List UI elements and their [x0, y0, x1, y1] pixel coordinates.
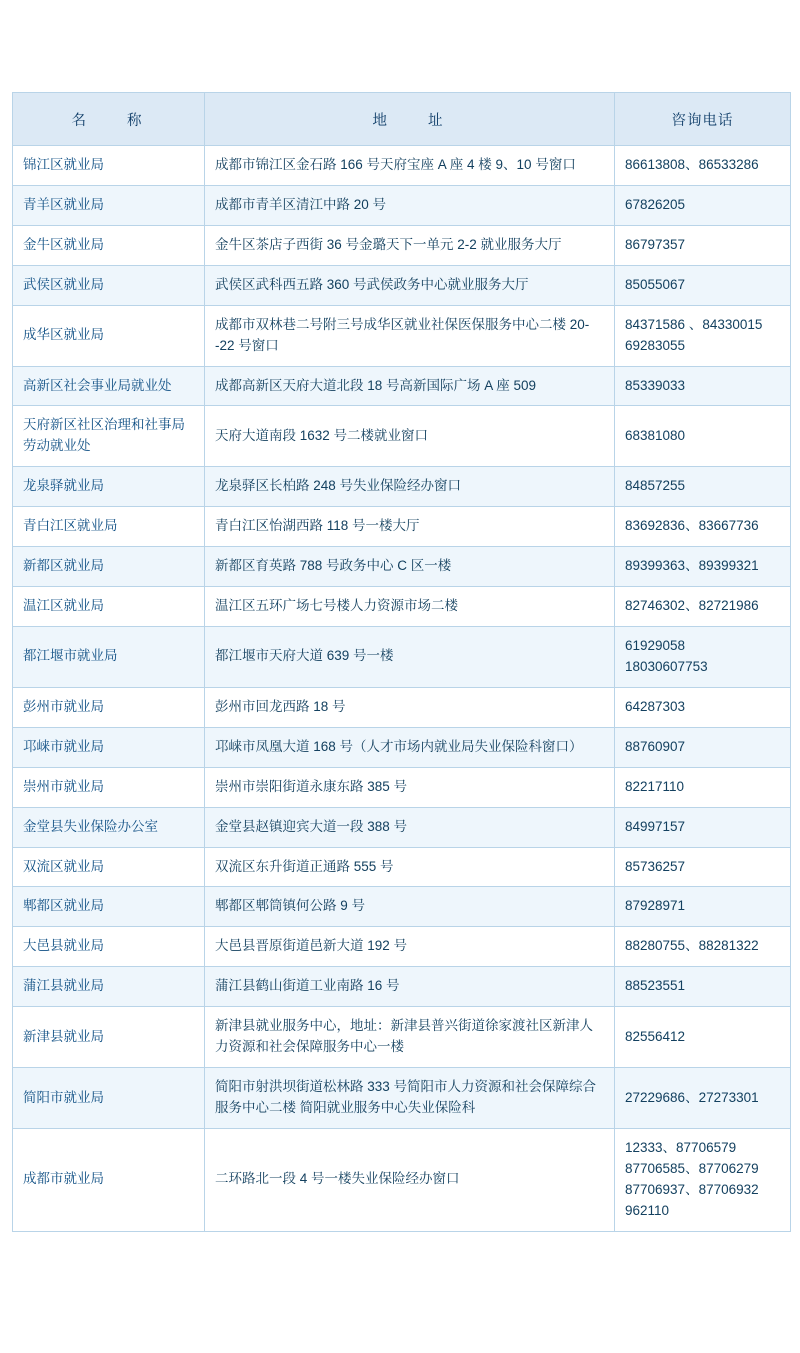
- table-row: [13, 366, 791, 406]
- cell-phone: [615, 467, 791, 507]
- cell-phone: [615, 1068, 791, 1129]
- phone-lines: [625, 376, 780, 397]
- cell-name: 蒲江县就业局: [13, 967, 205, 1007]
- phone-lines: [625, 857, 780, 878]
- phone-line: 87706937、87706932: [625, 1181, 759, 1197]
- column-header-address: 地 址: [205, 93, 615, 146]
- cell-address: 成都市青羊区清江中路 20 号: [205, 185, 615, 225]
- cell-name: 青羊区就业局: [13, 185, 205, 225]
- table-row: [13, 507, 791, 547]
- cell-phone: [615, 406, 791, 467]
- phone-line: 12333、87706579: [625, 1139, 737, 1155]
- table-row: [13, 807, 791, 847]
- cell-address: 成都市双林巷二号附三号成华区就业社保医保服务中心二楼 20--22 号窗口: [205, 305, 615, 366]
- phone-line: 69283055: [625, 337, 686, 353]
- phone-lines: [625, 737, 780, 758]
- cell-phone: [615, 305, 791, 366]
- phone-lines: [625, 596, 780, 617]
- cell-name: 大邑县就业局: [13, 927, 205, 967]
- cell-address: 成都高新区天府大道北段 18 号高新国际广场 A 座 509: [205, 366, 615, 406]
- phone-line: 85736257: [625, 858, 686, 874]
- cell-address: 新都区育英路 788 号政务中心 C 区一楼: [205, 547, 615, 587]
- cell-phone: [615, 1007, 791, 1068]
- cell-phone: [615, 185, 791, 225]
- table-row: [13, 927, 791, 967]
- cell-name: 邛崃市就业局: [13, 727, 205, 767]
- cell-address: 蒲江县鹤山街道工业南路 16 号: [205, 967, 615, 1007]
- table-row: [13, 887, 791, 927]
- cell-name: 天府新区社区治理和社事局劳动就业处: [13, 406, 205, 467]
- cell-name: 双流区就业局: [13, 847, 205, 887]
- phone-lines: [625, 476, 780, 497]
- phone-lines: [625, 1088, 780, 1109]
- phone-line: 61929058: [625, 637, 686, 653]
- phone-lines: [625, 556, 780, 577]
- table-row: [13, 1068, 791, 1129]
- cell-name: 温江区就业局: [13, 587, 205, 627]
- cell-name: 成华区就业局: [13, 305, 205, 366]
- cell-phone: [615, 507, 791, 547]
- phone-lines: [625, 1027, 780, 1048]
- cell-address: 邛崃市凤凰大道 168 号（人才市场内就业局失业保险科窗口）: [205, 727, 615, 767]
- cell-address: 郫都区郫筒镇何公路 9 号: [205, 887, 615, 927]
- phone-lines: [625, 195, 780, 216]
- cell-phone: [615, 927, 791, 967]
- cell-address: 新津县就业服务中心，地址：新津县普兴街道徐家渡社区新津人力资源和社会保障服务中心一楼: [205, 1007, 615, 1068]
- phone-line: 84857255: [625, 478, 686, 494]
- cell-address: 青白江区怡湖西路 118 号一楼大厅: [205, 507, 615, 547]
- phone-line: 64287303: [625, 698, 686, 714]
- phone-lines: [625, 1138, 780, 1222]
- cell-phone: [615, 366, 791, 406]
- header-row: [13, 93, 791, 146]
- cell-name: 简阳市就业局: [13, 1068, 205, 1129]
- phone-lines: [625, 896, 780, 917]
- phone-lines: [625, 315, 780, 357]
- phone-line: 87706585、87706279: [625, 1160, 759, 1176]
- table-row: [13, 847, 791, 887]
- employment-bureau-contact-table: [12, 92, 791, 1232]
- cell-address: 天府大道南段 1632 号二楼就业窗口: [205, 406, 615, 467]
- cell-name: 锦江区就业局: [13, 146, 205, 186]
- phone-lines: [625, 636, 780, 678]
- phone-line: 962110: [625, 1202, 670, 1218]
- phone-line: 68381080: [625, 427, 686, 443]
- cell-name: 成都市就业局: [13, 1128, 205, 1231]
- table-row: [13, 1007, 791, 1068]
- table-row: [13, 687, 791, 727]
- cell-name: 金牛区就业局: [13, 225, 205, 265]
- phone-lines: [625, 235, 780, 256]
- cell-name: 金堂县失业保险办公室: [13, 807, 205, 847]
- phone-lines: [625, 155, 780, 176]
- table-row: [13, 406, 791, 467]
- cell-name: 龙泉驿就业局: [13, 467, 205, 507]
- cell-phone: [615, 967, 791, 1007]
- cell-name: 武侯区就业局: [13, 265, 205, 305]
- table-row: [13, 467, 791, 507]
- cell-phone: [615, 225, 791, 265]
- table-row: [13, 305, 791, 366]
- phone-line: 89399363、89399321: [625, 558, 759, 574]
- cell-address: 金堂县赵镇迎宾大道一段 388 号: [205, 807, 615, 847]
- cell-address: 都江堰市天府大道 639 号一楼: [205, 626, 615, 687]
- column-header-name: 名 称: [13, 93, 205, 146]
- cell-phone: [615, 587, 791, 627]
- phone-lines: [625, 936, 780, 957]
- phone-line: 82217110: [625, 778, 685, 794]
- cell-name: 新都区就业局: [13, 547, 205, 587]
- phone-line: 84997157: [625, 818, 686, 834]
- cell-phone: [615, 1128, 791, 1231]
- table-row: [13, 727, 791, 767]
- phone-line: 82556412: [625, 1028, 686, 1044]
- phone-line: 85339033: [625, 377, 686, 393]
- phone-lines: [625, 976, 780, 997]
- cell-address: 简阳市射洪坝街道松林路 333 号简阳市人力资源和社会保障综合服务中心二楼 简阳就业服务中心失业保险科: [205, 1068, 615, 1129]
- cell-phone: [615, 146, 791, 186]
- cell-address: 温江区五环广场七号楼人力资源市场二楼: [205, 587, 615, 627]
- phone-line: 88280755、88281322: [625, 938, 759, 954]
- cell-phone: [615, 626, 791, 687]
- phone-lines: [625, 697, 780, 718]
- table-row: [13, 626, 791, 687]
- cell-phone: [615, 847, 791, 887]
- cell-name: 郫都区就业局: [13, 887, 205, 927]
- phone-line: 83692836、83667736: [625, 518, 759, 534]
- phone-lines: [625, 777, 780, 798]
- cell-address: 龙泉驿区长柏路 248 号失业保险经办窗口: [205, 467, 615, 507]
- cell-phone: [615, 807, 791, 847]
- cell-name: 都江堰市就业局: [13, 626, 205, 687]
- cell-address: 崇州市崇阳街道永康东路 385 号: [205, 767, 615, 807]
- cell-name: 崇州市就业局: [13, 767, 205, 807]
- cell-address: 二环路北一段 4 号一楼失业保险经办窗口: [205, 1128, 615, 1231]
- phone-line: 88523551: [625, 978, 686, 994]
- phone-line: 86613808、86533286: [625, 157, 759, 172]
- table-row: [13, 265, 791, 305]
- cell-name: 新津县就业局: [13, 1007, 205, 1068]
- cell-phone: [615, 687, 791, 727]
- cell-name: 青白江区就业局: [13, 507, 205, 547]
- cell-name: 高新区社会事业局就业处: [13, 366, 205, 406]
- table-row: [13, 146, 791, 186]
- phone-lines: [625, 516, 780, 537]
- phone-line: 27229686、27273301: [625, 1089, 759, 1105]
- table-row: [13, 1128, 791, 1231]
- cell-address: 武侯区武科西五路 360 号武侯政务中心就业服务大厅: [205, 265, 615, 305]
- cell-phone: [615, 265, 791, 305]
- cell-name: 彭州市就业局: [13, 687, 205, 727]
- phone-line: 86797357: [625, 236, 686, 252]
- phone-line: 84371586 、84330015: [625, 316, 763, 332]
- table-row: [13, 225, 791, 265]
- phone-lines: [625, 275, 780, 296]
- cell-phone: [615, 547, 791, 587]
- table-body: [13, 146, 791, 1232]
- cell-address: 大邑县晋原街道邑新大道 192 号: [205, 927, 615, 967]
- table-row: [13, 547, 791, 587]
- phone-lines: [625, 817, 780, 838]
- table-row: [13, 767, 791, 807]
- cell-address: 成都市锦江区金石路 166 号天府宝座 A 座 4 楼 9、10 号窗口: [205, 146, 615, 186]
- table-header: [13, 93, 791, 146]
- cell-address: 双流区东升街道正通路 555 号: [205, 847, 615, 887]
- phone-line: 85055067: [625, 276, 686, 292]
- phone-lines: [625, 426, 780, 447]
- phone-line: 88760907: [625, 738, 686, 754]
- phone-line: 87928971: [625, 898, 686, 914]
- phone-line: 18030607753: [625, 658, 708, 674]
- column-header-phone: 咨询电话: [615, 93, 791, 146]
- table-row: [13, 967, 791, 1007]
- cell-phone: [615, 727, 791, 767]
- cell-address: 金牛区茶店子西街 36 号金璐天下一单元 2-2 就业服务大厅: [205, 225, 615, 265]
- cell-phone: [615, 767, 791, 807]
- phone-line: 67826205: [625, 196, 686, 212]
- phone-line: 82746302、82721986: [625, 598, 759, 614]
- cell-address: 彭州市回龙西路 18 号: [205, 687, 615, 727]
- table-row: [13, 185, 791, 225]
- cell-phone: [615, 887, 791, 927]
- table-row: [13, 587, 791, 627]
